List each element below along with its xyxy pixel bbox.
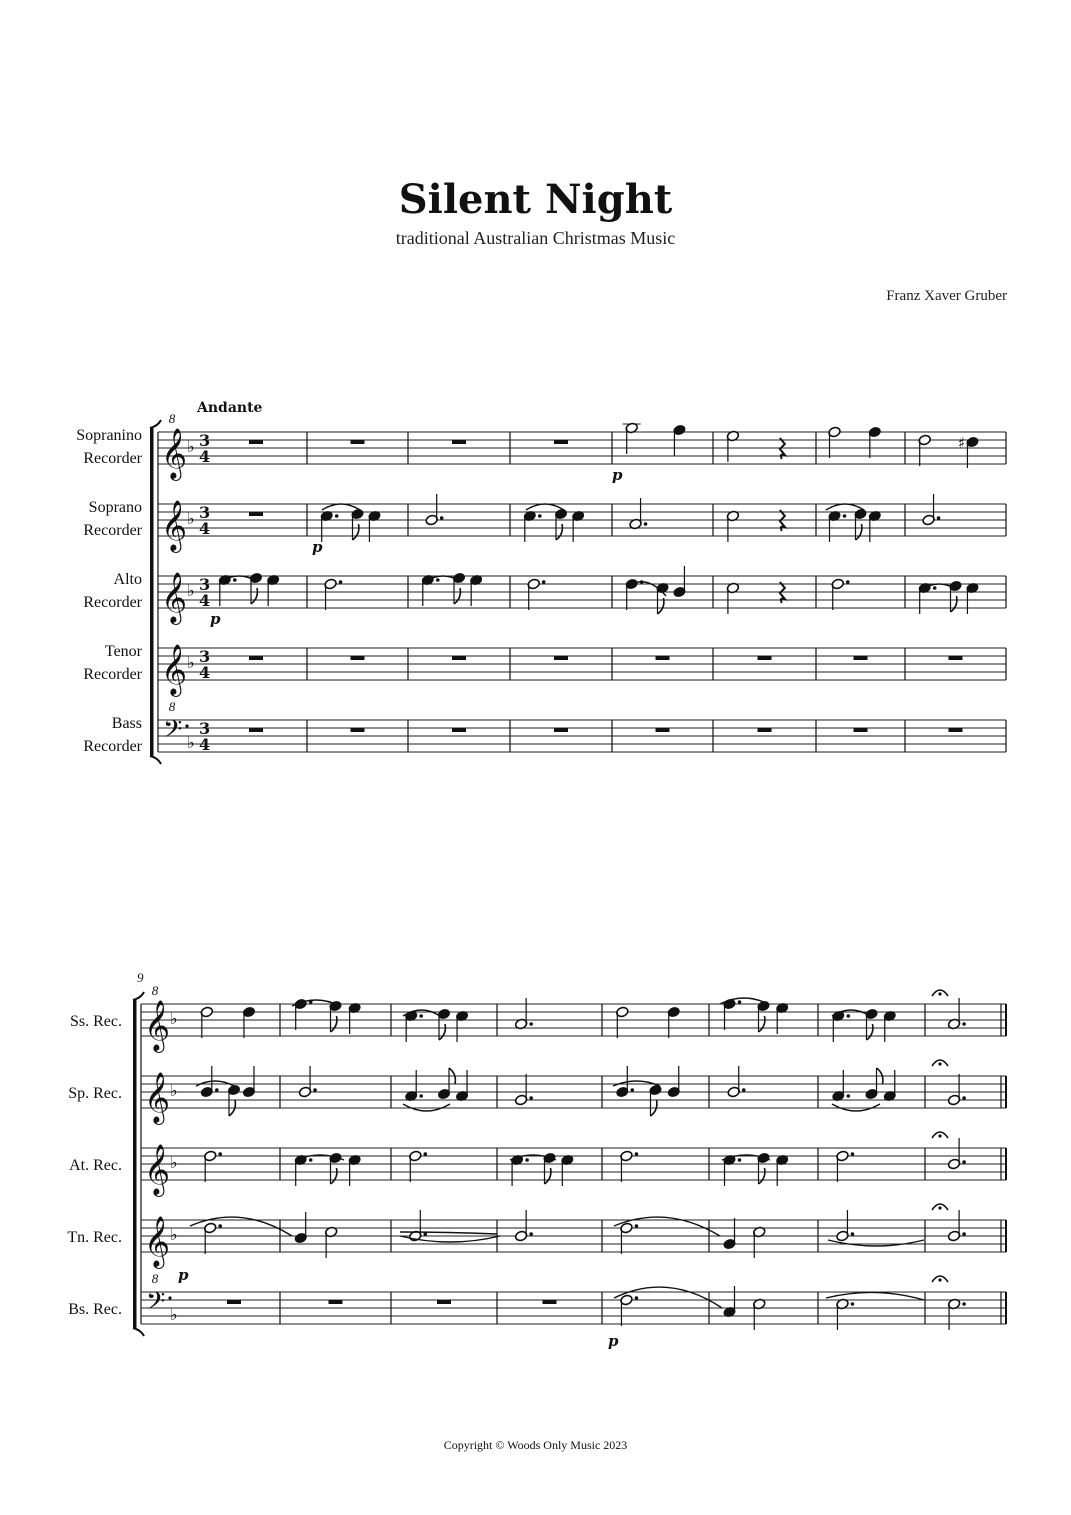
augmentation-dot (738, 1000, 742, 1004)
note-group (620, 1150, 638, 1182)
staff-2 (68, 1072, 1006, 1125)
augmentation-dot (542, 580, 546, 584)
instrument-abbrev: Ss. Rec. (70, 1013, 122, 1030)
fermata-dot (938, 1134, 941, 1137)
augmentation-dot (644, 522, 648, 526)
note-group (452, 440, 466, 444)
note-group (828, 426, 841, 458)
whole-rest (452, 440, 466, 444)
note-group (514, 1074, 532, 1106)
instrument-name: Soprano (88, 499, 142, 516)
augmentation-dot (436, 578, 440, 582)
instrument-name-line2: Recorder (83, 450, 142, 467)
augmentation-dot (962, 1022, 966, 1026)
dynamic-piano: p (210, 610, 221, 628)
whole-rest (554, 440, 568, 444)
instrument-name-line2: Recorder (83, 522, 142, 539)
time-signature-top: 3 (199, 647, 211, 666)
bass-clef-dot (168, 1296, 171, 1299)
instrument-name-line2: Recorder (83, 666, 142, 683)
note-flag (331, 1016, 337, 1032)
bracket-bottom-hook (133, 1328, 144, 1336)
note-group (351, 508, 364, 540)
note-group (667, 1006, 680, 1038)
note-group (242, 1066, 255, 1098)
bracket-bottom-hook (150, 756, 161, 764)
time-signature-bottom: 4 (199, 519, 211, 538)
note-group (514, 1210, 532, 1242)
time-signature-top: 3 (199, 575, 211, 594)
augmentation-dot (218, 1152, 222, 1156)
flat-icon: ♭ (170, 1225, 178, 1244)
note-group (723, 1218, 736, 1250)
bass-clef-dot (185, 724, 188, 727)
whole-rest (437, 1300, 451, 1304)
time-signature-bottom: 4 (199, 447, 211, 466)
flat-icon: ♭ (170, 1305, 178, 1324)
note-group (623, 422, 641, 454)
note-group (836, 1150, 854, 1182)
augmentation-dot (742, 1088, 746, 1092)
augmentation-dot (843, 514, 847, 518)
note-group (298, 1066, 316, 1098)
octave-marking: 8 (151, 983, 159, 998)
fermata-icon (932, 1276, 948, 1282)
augmentation-dot (962, 1302, 966, 1306)
note-group (351, 728, 365, 732)
measure-number: 9 (137, 970, 144, 985)
augmentation-dot (313, 1088, 317, 1092)
note-group (949, 580, 962, 612)
augmentation-dot (529, 1096, 533, 1100)
note-group (726, 510, 739, 542)
note-group (757, 1000, 770, 1032)
instrument-abbrev: Tn. Rec. (67, 1229, 122, 1246)
augmentation-dot (335, 514, 339, 518)
flat-icon: ♭ (170, 1081, 178, 1100)
flat-icon: ♭ (187, 653, 195, 672)
note-group (329, 1300, 343, 1304)
note-group (828, 510, 846, 542)
augmentation-dot (538, 514, 542, 518)
instrument-name: Bass (111, 715, 142, 732)
note-flag (951, 596, 957, 612)
note-group (947, 1210, 965, 1242)
note-group (949, 656, 963, 660)
instrument-name: Tenor (104, 643, 142, 660)
note-group (437, 1300, 451, 1304)
augmentation-dot (424, 1152, 428, 1156)
whole-rest (656, 656, 670, 660)
augmentation-dot (847, 1094, 851, 1098)
note-flag (439, 1024, 445, 1040)
note-group (294, 1154, 312, 1186)
note-group (266, 574, 279, 606)
whole-rest (351, 656, 365, 660)
octave-marking: 8 (168, 699, 176, 714)
augmentation-dot (525, 1158, 529, 1162)
treble-clef-icon: 𝄞 (161, 572, 188, 623)
augmentation-dot (937, 516, 941, 520)
note-group (723, 1286, 736, 1318)
time-signature-bottom: 4 (199, 735, 211, 754)
note-group (249, 440, 263, 444)
fermata-dot (938, 992, 941, 995)
augmentation-dot (851, 1232, 855, 1236)
note-group (368, 510, 381, 542)
note-group (249, 512, 263, 516)
note-group (726, 582, 739, 614)
note-group (348, 1002, 361, 1034)
note-group (242, 1006, 255, 1038)
note-group (469, 574, 482, 606)
note-group (947, 998, 965, 1030)
note-group (883, 1010, 896, 1042)
whole-rest (351, 728, 365, 732)
treble-clef-icon: 𝄞 (161, 500, 188, 551)
dynamic-piano: p (612, 466, 623, 484)
time-signature-top: 3 (199, 431, 211, 450)
bracket-top-hook (133, 992, 144, 1000)
note-group (776, 1002, 789, 1034)
note-group (514, 998, 532, 1030)
note-group (966, 582, 979, 614)
instrument-abbrev: At. Rec. (69, 1157, 122, 1174)
slur (322, 504, 360, 510)
note-group (249, 572, 262, 604)
note-flag (759, 1016, 765, 1032)
staff-1 (76, 411, 1006, 481)
note-flag (454, 588, 460, 604)
note-group (227, 1300, 241, 1304)
note-group (620, 1294, 638, 1326)
fermata-icon (932, 1132, 948, 1138)
note-group (776, 1154, 789, 1186)
augmentation-dot (631, 1088, 635, 1092)
note-flag (353, 524, 359, 540)
note-group (868, 510, 881, 542)
flat-icon: ♭ (187, 437, 195, 456)
augmentation-dot (529, 1022, 533, 1026)
fermata-dot (938, 1278, 941, 1281)
instrument-abbrev: Sp. Rec. (68, 1085, 122, 1102)
instrument-name: Alto (113, 571, 142, 588)
note-group (673, 566, 686, 598)
note-flag (331, 1168, 337, 1184)
sharp-icon: ♯ (958, 434, 966, 452)
slur (826, 504, 864, 510)
bracket-top-hook (150, 420, 161, 428)
dynamic-piano: p (312, 538, 323, 556)
treble-clef-icon: 𝄞 (144, 1144, 171, 1195)
note-group (616, 1006, 629, 1038)
augmentation-dot (419, 1094, 423, 1098)
note-group (949, 728, 963, 732)
whole-rest (656, 728, 670, 732)
whole-rest (854, 728, 868, 732)
note-group (455, 1070, 468, 1102)
note-flag (856, 524, 862, 540)
note-group (922, 494, 940, 526)
augmentation-dot (851, 1302, 855, 1306)
note-group (629, 498, 647, 530)
augmentation-dot (962, 1096, 966, 1100)
copyright-notice: Copyright © Woods Only Music 2023 (443, 1438, 628, 1452)
note-group (753, 1298, 766, 1330)
note-group (854, 728, 868, 732)
augmentation-dot (933, 586, 937, 590)
whole-rest (543, 1300, 557, 1304)
flat-icon: ♭ (187, 509, 195, 528)
staff-1 (70, 983, 1006, 1053)
whole-rest (249, 656, 263, 660)
whole-rest (854, 656, 868, 660)
treble-clef-icon: 𝄞 (144, 1000, 171, 1051)
note-group (249, 656, 263, 660)
treble-clef-icon: 𝄞 (144, 1216, 171, 1267)
note-group (249, 728, 263, 732)
whole-rest (554, 728, 568, 732)
note-flag (251, 588, 257, 604)
note-group (758, 656, 772, 660)
augmentation-dot (738, 1158, 742, 1162)
whole-rest (249, 440, 263, 444)
augmentation-dot (309, 1158, 313, 1162)
flat-icon: ♭ (187, 581, 195, 600)
augmentation-dot (847, 1014, 851, 1018)
augmentation-dot (419, 1014, 423, 1018)
octave-marking: 8 (151, 1271, 159, 1286)
whole-rest (758, 656, 772, 660)
note-group (527, 578, 545, 610)
note-group (554, 508, 567, 540)
augmentation-dot (962, 1232, 966, 1236)
note-group (329, 1000, 342, 1032)
dynamic-piano: p (178, 1266, 189, 1284)
note-group (966, 436, 979, 468)
note-group (554, 728, 568, 732)
fermata-icon (932, 1060, 948, 1066)
note-group (727, 1066, 745, 1098)
note-group (554, 656, 568, 660)
score-title: Silent Night (398, 176, 673, 223)
augmentation-dot (962, 1160, 966, 1164)
staff-2 (83, 499, 1006, 553)
instrument-abbrev: Bs. Rec. (68, 1301, 122, 1318)
staff-4 (83, 643, 1006, 697)
composer-name: Franz Xaver Gruber (886, 288, 1007, 304)
system-bracket (150, 428, 154, 756)
note-group (324, 1226, 337, 1258)
fermata-dot (938, 1062, 941, 1065)
augmentation-dot (635, 1152, 639, 1156)
augmentation-dot (851, 1152, 855, 1156)
note-group (667, 1066, 680, 1098)
note-group (409, 1210, 427, 1242)
note-group (204, 1150, 222, 1182)
note-group (523, 510, 541, 542)
dynamic-piano: p (608, 1332, 619, 1350)
note-group (452, 572, 465, 604)
augmentation-dot (529, 1232, 533, 1236)
augmentation-dot (635, 1296, 639, 1300)
note-group (351, 440, 365, 444)
note-flag (867, 1024, 873, 1040)
note-group (452, 728, 466, 732)
treble-clef-icon: 𝄞 (161, 644, 188, 695)
note-group (200, 1006, 213, 1038)
note-group (723, 998, 741, 1030)
flat-icon: ♭ (170, 1153, 178, 1172)
fermata-dot (938, 1206, 941, 1209)
note-group (554, 440, 568, 444)
note-group (294, 998, 312, 1030)
note-group (832, 1070, 850, 1102)
note-group (726, 430, 739, 462)
note-group (831, 578, 849, 610)
note-group (324, 578, 342, 610)
time-signature-top: 3 (199, 503, 211, 522)
whole-rest (227, 1300, 241, 1304)
whole-rest (758, 728, 772, 732)
fermata-icon (932, 1204, 948, 1210)
whole-rest (452, 656, 466, 660)
note-group (571, 510, 584, 542)
staff-5 (68, 1271, 1006, 1324)
note-group (405, 1010, 423, 1042)
slur (826, 1292, 924, 1300)
whole-rest (249, 728, 263, 732)
time-signature-bottom: 4 (199, 591, 211, 610)
note-group (409, 1150, 427, 1182)
augmentation-dot (233, 578, 237, 582)
note-group (918, 434, 931, 466)
whole-rest (329, 1300, 343, 1304)
augmentation-dot (440, 516, 444, 520)
note-group (836, 1298, 854, 1330)
time-signature-bottom: 4 (199, 663, 211, 682)
note-group (883, 1070, 896, 1102)
whole-rest (554, 656, 568, 660)
note-group (425, 494, 443, 526)
note-group (437, 1008, 450, 1040)
tempo-marking: Andante (197, 400, 263, 416)
whole-rest (949, 728, 963, 732)
whole-rest (249, 512, 263, 516)
note-group (320, 510, 338, 542)
staff-5 (83, 699, 1006, 755)
octave-marking: 8 (168, 411, 176, 426)
augmentation-dot (215, 1088, 219, 1092)
flat-icon: ♭ (187, 733, 195, 752)
note-group (620, 1222, 638, 1254)
score-subtitle: traditional Australian Christmas Music (395, 228, 676, 248)
note-group (455, 1010, 468, 1042)
whole-rest (949, 656, 963, 660)
note-group (854, 656, 868, 660)
augmentation-dot (846, 580, 850, 584)
note-group (758, 728, 772, 732)
note-group (947, 1138, 965, 1170)
instrument-name-line2: Recorder (83, 738, 142, 755)
fermata-icon (932, 990, 948, 996)
note-flag (545, 1168, 551, 1184)
augmentation-dot (218, 1224, 222, 1228)
instrument-name: Sopranino (76, 427, 142, 444)
note-group (656, 656, 670, 660)
bass-clef-icon: 𝄢 (146, 1287, 166, 1322)
flat-icon: ♭ (170, 1009, 178, 1028)
note-group (405, 1070, 423, 1102)
note-group (753, 1226, 766, 1258)
instrument-name-line2: Recorder (83, 594, 142, 611)
note-flag (556, 524, 562, 540)
bass-clef-icon: 𝄢 (163, 715, 183, 750)
system-bracket (133, 1000, 137, 1328)
augmentation-dot (339, 580, 343, 584)
note-group (452, 656, 466, 660)
note-group (656, 582, 669, 614)
time-signature-top: 3 (199, 719, 211, 738)
note-group (351, 656, 365, 660)
note-group (868, 426, 881, 458)
note-group (947, 1298, 965, 1330)
whole-rest (452, 728, 466, 732)
note-group (656, 728, 670, 732)
note-group (543, 1300, 557, 1304)
note-group (947, 1074, 965, 1106)
treble-clef-icon: 𝄞 (144, 1072, 171, 1123)
note-group (204, 1222, 222, 1254)
note-group (865, 1008, 878, 1040)
treble-clef-icon: 𝄞 (161, 428, 188, 479)
slur (526, 504, 564, 510)
whole-rest (351, 440, 365, 444)
augmentation-dot (635, 1224, 639, 1228)
note-group (348, 1154, 361, 1186)
note-group (854, 508, 867, 540)
note-group (836, 1210, 854, 1242)
note-flag (759, 1168, 765, 1184)
note-group (561, 1154, 574, 1186)
